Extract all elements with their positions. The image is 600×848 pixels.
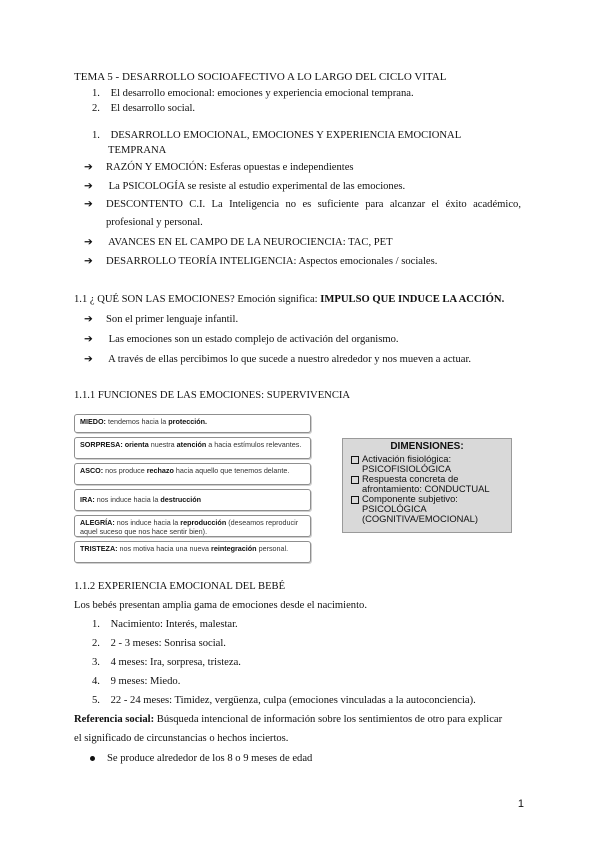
paragraph-continuation: el significado de circunstancias o hechos inciertos. xyxy=(74,733,289,744)
list-text: 2 - 3 meses: Sonrisa social. xyxy=(110,638,226,649)
dimension-item: Respuesta concreta de afrontamiento: CONDUCTUAL xyxy=(351,474,503,494)
list-item xyxy=(84,236,393,248)
arrow-icon: ➔ xyxy=(84,199,93,210)
checkbox-bullet-icon xyxy=(351,496,359,504)
list-text: AVANCES EN EL CAMPO DE LA NEUROCIENCIA: TAC, PET xyxy=(106,237,393,248)
list-text-continuation: profesional y personal. xyxy=(106,217,203,228)
arrow-icon: ➔ xyxy=(84,314,93,325)
list-item xyxy=(84,161,354,173)
list-text: A través de ellas percibimos lo que sucede a nuestro alrededor y nos mueven a actuar. xyxy=(106,354,472,365)
heading-text: DESARROLLO EMOCIONAL, EMOCIONES Y EXPERIENCIA EMOCIONAL xyxy=(110,130,462,141)
dimension-item: Componente subjetivo: PSICOLÓGICA (COGNITIVA/EMOCIONAL) xyxy=(351,494,503,524)
list-text: DESCONTENTO C.I. La Inteligencia no es suficiente para alcanzar el éxito académico, xyxy=(106,199,521,210)
section-heading xyxy=(74,294,504,305)
list-item xyxy=(92,695,476,706)
checkbox-bullet-icon xyxy=(351,456,359,464)
list-text: 4 meses: Ira, sorpresa, tristeza. xyxy=(110,657,241,668)
emotion-card: ALEGRÍA: nos induce hacia la reproducción (deseamos reproducir aquel suceso que nos hace sentir bien). xyxy=(74,515,311,537)
arrow-icon: ➔ xyxy=(84,334,93,345)
list-number: 2. xyxy=(92,103,100,114)
list-number: 3. xyxy=(92,657,100,668)
section-heading: 1.1.1 FUNCIONES DE LAS EMOCIONES: SUPERVIVENCIA xyxy=(74,390,351,401)
arrow-icon: ➔ xyxy=(84,162,93,173)
list-text: El desarrollo emocional: emociones y experiencia emocional temprana. xyxy=(110,88,414,99)
list-number: 1. xyxy=(92,619,100,630)
arrow-icon: ➔ xyxy=(84,237,93,248)
term-label: Referencia social: xyxy=(74,714,155,725)
toc-item xyxy=(92,103,195,114)
emotion-card: TRISTEZA: nos motiva hacia una nueva reintegración personal. xyxy=(74,541,311,563)
list-number: 2. xyxy=(92,638,100,649)
emotion-card: IRA: nos induce hacia la destrucción xyxy=(74,489,311,511)
emotion-card: SORPRESA: orienta nuestra atención a hacia estímulos relevantes. xyxy=(74,437,311,459)
arrow-icon: ➔ xyxy=(84,256,93,267)
bullet-dot-icon xyxy=(90,756,95,761)
heading-text: 1.1 ¿ QUÉ SON LAS EMOCIONES? Emoción significa: xyxy=(74,294,321,305)
toc-item xyxy=(92,88,414,99)
list-item xyxy=(92,676,180,687)
arrow-icon: ➔ xyxy=(84,354,93,365)
paragraph xyxy=(74,714,502,725)
heading-continuation: TEMPRANA xyxy=(108,145,167,156)
emotion-card: MIEDO: tendemos hacia la protección. xyxy=(74,414,311,433)
section-heading xyxy=(92,130,461,141)
list-item xyxy=(84,333,399,345)
list-text: Se produce alrededor de los 8 o 9 meses de edad xyxy=(107,753,313,764)
list-text: DESARROLLO TEORÍA INTELIGENCIA: Aspectos emocionales / sociales. xyxy=(106,256,438,267)
page-number: 1 xyxy=(517,798,524,810)
list-number: 4. xyxy=(92,676,100,687)
document-title: TEMA 5 - DESARROLLO SOCIOAFECTIVO A LO LARGO DEL CICLO VITAL xyxy=(74,71,447,83)
arrow-icon: ➔ xyxy=(84,181,93,192)
list-item xyxy=(90,753,312,764)
dimension-item: Activación fisiológica: PSICOFISIOLÓGICA xyxy=(351,454,503,474)
list-text: Son el primer lenguaje infantil. xyxy=(106,314,239,325)
list-text: Las emociones son un estado complejo de activación del organismo. xyxy=(106,334,399,345)
list-item xyxy=(84,353,471,365)
paragraph: Los bebés presentan amplia gama de emociones desde el nacimiento. xyxy=(74,600,367,611)
list-item xyxy=(84,255,437,267)
list-text: 9 meses: Miedo. xyxy=(110,676,181,687)
list-text: El desarrollo social. xyxy=(110,103,196,114)
list-text: RAZÓN Y EMOCIÓN: Esferas opuestas e independientes xyxy=(106,162,354,173)
list-item xyxy=(92,638,226,649)
list-item xyxy=(84,180,405,192)
list-item xyxy=(84,198,521,210)
list-item xyxy=(92,619,238,630)
list-item xyxy=(92,657,241,668)
heading-emphasis: IMPULSO QUE INDUCE LA ACCIÓN. xyxy=(320,294,505,305)
list-number: 1. xyxy=(92,88,100,99)
dimensions-title: DIMENSIONES: xyxy=(390,441,464,452)
list-number: 1. xyxy=(92,130,100,141)
emotion-card: ASCO: nos produce rechazo hacia aquello que tenemos delante. xyxy=(74,463,311,485)
list-text: 22 - 24 meses: Timidez, vergüenza, culpa (emociones vinculadas a la autoconciencia). xyxy=(110,695,476,706)
list-item xyxy=(84,313,238,325)
checkbox-bullet-icon xyxy=(351,476,359,484)
dimensions-box xyxy=(342,438,512,533)
list-number: 5. xyxy=(92,695,100,706)
list-text: Nacimiento: Interés, malestar. xyxy=(110,619,238,630)
emotion-functions-list xyxy=(74,414,311,563)
list-text: La PSICOLOGÍA se resiste al estudio experimental de las emociones. xyxy=(106,181,406,192)
section-heading: 1.1.2 EXPERIENCIA EMOCIONAL DEL BEBÉ xyxy=(74,581,286,592)
term-definition: Búsqueda intencional de información sobre los sentimientos de otro para explicar xyxy=(154,714,503,725)
